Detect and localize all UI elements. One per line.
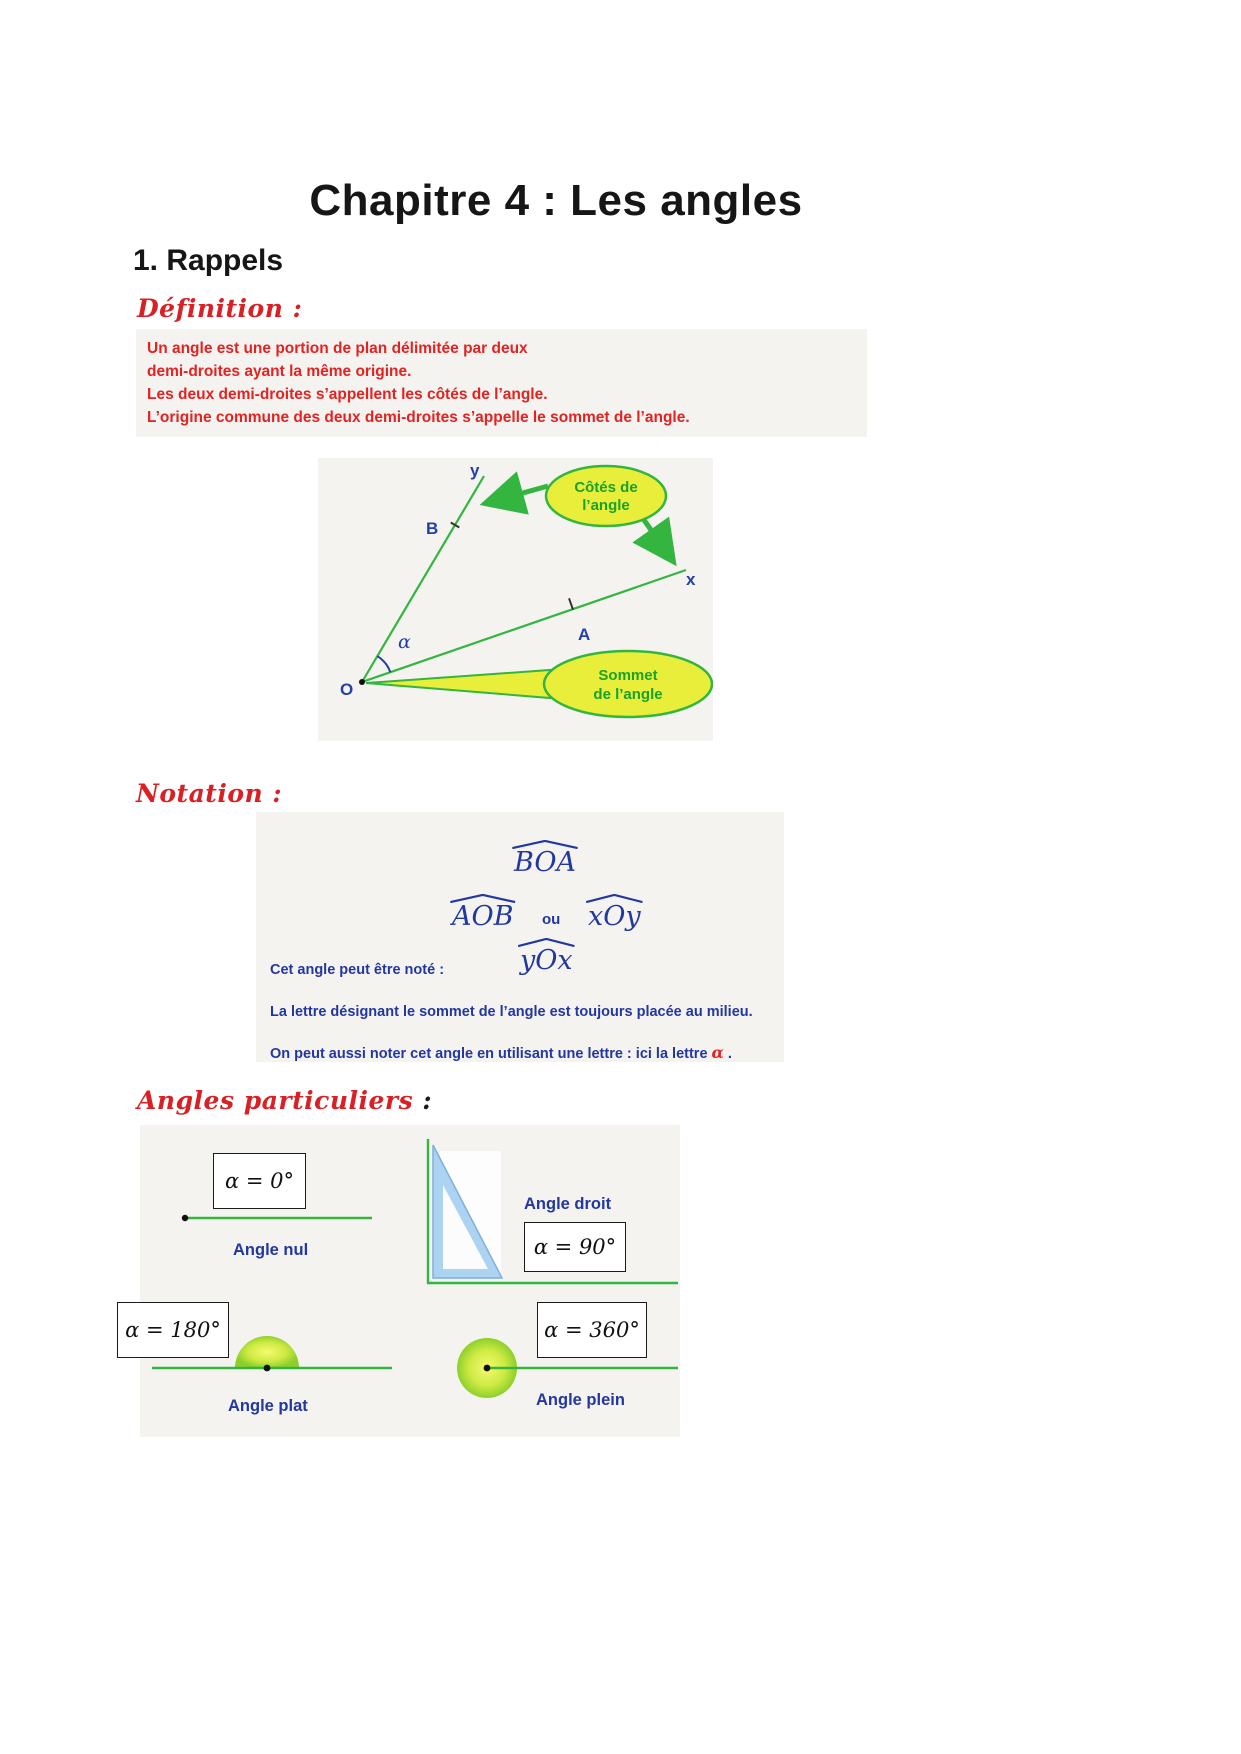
page-title: Chapitre 4 : Les angles [309, 176, 803, 225]
label-alpha: α [398, 631, 411, 653]
ray-oy [362, 476, 484, 682]
angle-name-boa: BOA [514, 847, 576, 878]
sides-arrow-right-icon [644, 520, 668, 554]
angle-arc [377, 656, 390, 672]
vertex-bubble-text-2: de l’angle [593, 686, 663, 703]
particuliers-heading-colon: : [413, 1086, 433, 1115]
definition-heading: Définition : [137, 294, 303, 323]
definition-line: L’origine commune des deux demi-droites s’appelle le sommet de l’angle. [147, 409, 690, 426]
null-angle-dot [182, 1215, 188, 1221]
label-angle-plein: Angle plein [536, 1391, 625, 1409]
wide-hat-icon [517, 938, 576, 947]
sides-bubble-text-1: Côtés de [574, 479, 638, 496]
notation-box [256, 812, 784, 1062]
angle-name-xoy: xOy [588, 901, 641, 932]
particuliers-heading-text: Angles particuliers [137, 1086, 414, 1115]
vertex-bubble-text-1: Sommet [598, 667, 658, 684]
angle-diagram [318, 458, 713, 741]
definition-line: demi-droites ayant la même origine. [147, 363, 412, 380]
definition-box [136, 329, 867, 437]
angle-notation-aob [452, 894, 513, 930]
vertex-bubble [544, 651, 712, 717]
angle-name-yox: yOx [520, 945, 573, 976]
label-o: O [340, 680, 354, 699]
angle-notation-boa [514, 840, 576, 876]
wide-hat-icon [511, 840, 579, 849]
wide-hat-icon [585, 894, 644, 903]
label-angle-nul: Angle nul [233, 1241, 309, 1259]
full-angle-dot [484, 1365, 491, 1372]
label-angle-plat: Angle plat [228, 1397, 308, 1415]
point-a-tick [569, 598, 573, 609]
angle-name-aob: AOB [452, 901, 514, 932]
particuliers-heading [137, 1086, 432, 1115]
notation-alt-alpha: α [711, 1043, 724, 1062]
notation-alt-prefix: On peut aussi noter cet angle en utilisant une lettre : ici la lettre [270, 1046, 712, 1062]
formula-box-0deg: α = 0° [213, 1153, 306, 1209]
formula-box-360deg: α = 360° [537, 1302, 647, 1358]
label-b: B [426, 519, 439, 538]
notation-rule: La lettre désignant le sommet de l’angle est toujours placée au milieu. [270, 1004, 753, 1020]
wide-hat-icon [449, 894, 516, 903]
formula-box-90deg: α = 90° [524, 1222, 626, 1272]
notation-alt-line [270, 1043, 732, 1062]
label-angle-droit: Angle droit [524, 1195, 612, 1213]
section-heading: 1. Rappels [133, 244, 284, 277]
notation-caption: Cet angle peut être noté : [270, 962, 445, 978]
label-x: x [686, 570, 696, 589]
sides-bubble [546, 466, 666, 526]
definition-line: Un angle est une portion de plan délimitée par deux [147, 340, 528, 357]
notation-alt-suffix: . [723, 1046, 732, 1062]
flat-angle-half-disc [235, 1336, 299, 1368]
sides-arrow-left-icon [494, 486, 548, 501]
label-a: A [578, 625, 591, 644]
notation-heading: Notation : [136, 779, 283, 808]
label-y: y [470, 461, 480, 480]
sides-bubble-text-2: l’angle [582, 497, 630, 514]
angle-notation-yox [520, 938, 573, 974]
angle-notation-xoy [588, 894, 641, 930]
flat-angle-dot [264, 1365, 271, 1372]
definition-line: Les deux demi-droites s’appellent les côtés de l’angle. [147, 386, 548, 403]
point-o-dot [359, 679, 365, 685]
formula-box-180deg: α = 180° [117, 1302, 229, 1358]
vertex-pointer [366, 670, 550, 698]
angle-diagram-figure [318, 458, 713, 741]
ou-separator-text: ou [542, 911, 561, 928]
